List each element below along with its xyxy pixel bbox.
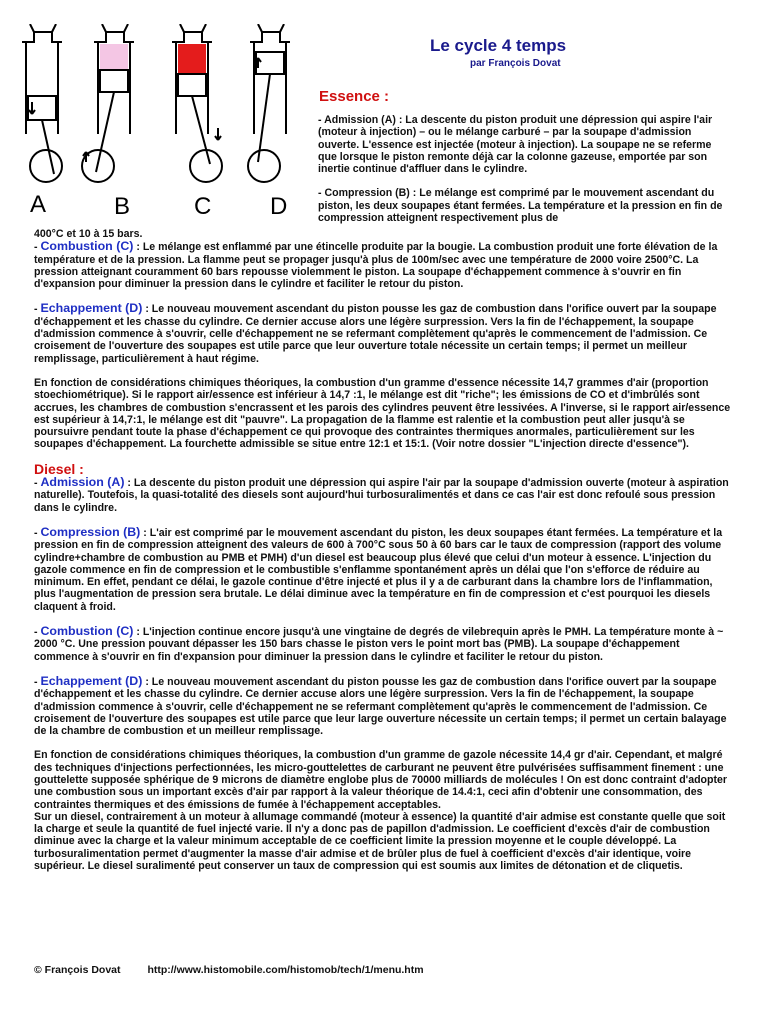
essence-heading: Essence : bbox=[319, 88, 390, 105]
diesel-combustion-term: Combustion (C) bbox=[40, 624, 134, 639]
essence-admission-paragraph: - Admission (A) : La descente du piston produit une dépression qui aspire l'air (moteur à injection) – ou le mélange carburé – par la soupape d'admission ouverte. L'essence est injectée (moteur à injection). La soupape ne se referme que lorsque le piston remonte déjà car la colonne gazeuse, emportée par son inertie continue d'affluer dans le cylindre. bbox=[318, 114, 713, 176]
combustion-fill bbox=[178, 44, 206, 74]
diesel-combustion-text: : L'injection continue encore jusqu'à une vingtaine de degrés de vilebrequin après le PMH. La température monte à ~ 2000 °C. Une pression pouvant dépasser les 150 bars chasse le piston vers le point mort bas (PMB). La soupape d'échappement commence à s'ouvrir en fin d'expansion pour diminuer la pression dans le cylindre et faciliter le retour du piston. bbox=[34, 626, 724, 663]
diesel-heading: Diesel : bbox=[34, 460, 84, 477]
copyright: © François Dovat bbox=[34, 964, 121, 976]
essence-compression-tail: 400°C et 10 à 15 bars. bbox=[34, 228, 143, 240]
page-title: Le cycle 4 temps bbox=[430, 36, 567, 55]
bullet: - bbox=[34, 626, 41, 639]
essence-combustion-paragraph bbox=[34, 240, 734, 290]
essence-body bbox=[34, 228, 734, 884]
source-url[interactable]: http://www.histomobile.com/histomob/tech/1/menu.htm bbox=[147, 964, 424, 976]
essence-chemistry-paragraph: En fonction de considérations chimiques théoriques, la combustion d'un gramme d'essence nécessite 14,7 grammes d'air (proportion stoechiométrique). Si le rapport air/essence est inférieur à 14,7 :1, le mélange est dit "riche"; les émissions de CO et d'imbrûlés sont accrues, les chambres de combustion s'encrassent et les parois des cylindres peuvent être lessivées. A l'inverse, si le rapport air/essence est supérieur à 14,7:1, le mélange est dit "pauvre". La propagation de la flamme est ralentie et la combustion peut aller jusqu'à se poursuivre pendant toute la phase d'échappement ce qui provoque des contraintes thermiques anormales, particulièrement sur les soupapes d'échappement. La fourchette admissible se situe entre 12:1 et 15:1. (Voir notre dossier "L'injection directe d'essence"). bbox=[34, 376, 731, 451]
footer bbox=[34, 964, 448, 976]
cylinder-d bbox=[248, 24, 290, 182]
diesel-compression-paragraph bbox=[34, 526, 734, 613]
diesel-echappement-paragraph bbox=[34, 675, 734, 737]
label-b: B bbox=[114, 193, 131, 220]
cylinder-b bbox=[82, 24, 134, 182]
diesel-admission-text: : La descente du piston produit une dépression qui aspire l'air par la soupape d'admission ouverte (moteur à aspiration naturelle). Toutefois, la quasi-totalité des diesels sont aujourd'hui turbosuralimentés et dans ce cas l'air est donc refoulé sous pression dans le cylindre. bbox=[34, 477, 729, 514]
essence-intro-column bbox=[318, 114, 730, 224]
essence-compression-paragraph: - Compression (B) : Le mélange est comprimé par le mouvement ascendant du piston, les deux soupapes étant fermées. La température et la pression en fin de compression atteignent respectivement plus de bbox=[318, 187, 723, 225]
diesel-load-paragraph: Sur un diesel, contrairement à un moteur à allumage commandé (moteur à essence) la quantité d'air admise est constante quelle que soit la charge et seule la quantité de fuel injecté varie. Il n'y a donc pas de papillon d'admission. Le coefficient d'excès d'air de combustion diminue avec la charge et la valeur minimum acceptable de ce coefficient limite la pression moyenne et le couple développé. La turbosuralimentation permet d'augmenter la masse d'air admise et de brûler plus de fuel à coefficient d'excès d'air identique, voire supérieur. Le diesel suralimenté peut conserver un taux de compression qui est soumis aux limites de détonation et de cliquetis. bbox=[34, 810, 726, 873]
diesel-echappement-term: Echappement (D) bbox=[40, 673, 143, 688]
bullet: - bbox=[34, 675, 41, 688]
essence-combustion-term: Combustion (C) bbox=[40, 239, 134, 254]
author-line: par François Dovat bbox=[470, 58, 561, 69]
essence-echappement-text: : Le nouveau mouvement ascendant du piston pousse les gaz de combustion dans l'orifice ouvert par la soupape d'échappement et les chasse du cylindre. Ce dernier accuse alors une légère surpression. Vers la fin de l'échappement, la soupape d'admission commence à s'ouvrir, celle d'échappement ne se refermant complètement qu'après le commencement de l'admission. Ce croisement de l'ouverture des soupapes est utile parce que leur ouverture totale nécessite un certain temps; il permet un meilleur remplissage, particulièrement à haut régime. bbox=[34, 303, 717, 365]
label-a: A bbox=[30, 191, 47, 218]
diesel-compression-text: : L'air est comprimé par le mouvement ascendant du piston, les deux soupapes étant fermées. La température et la pression en fin de compression atteignent des valeurs de 600 à 700°C sous 50 à 60 bars car le taux de compression (rapport des volume cylindre+chambre de combustion au PMB et PMH) d'un diesel est beaucoup plus élevé que celui d'un moteur à essence. L'injection du gazole commence en fin de compression et le combustible s'enflamme spontanément après un délai que l'on s'efforce de réduire au minimum. En effet, pendant ce délai, le gazole continue d'être injecté et plus il y a de carburant dans la chambre lors de l'inflammation, plus l'augmentation de pression sera brutale. Le délai diminue avec la température en fin de compression et c'est pourquoi les diesels claquent à froid. bbox=[34, 526, 723, 613]
label-d: D bbox=[270, 193, 288, 220]
label-c: C bbox=[194, 193, 212, 220]
bullet: - bbox=[34, 241, 41, 254]
essence-combustion-text: : Le mélange est enflammé par une étincelle produite par la bougie. La combustion produit une forte élévation de la température et de la pression. La flamme peut se propager jusqu'à plus de 100m/sec avec une température de 2000 voire 2500°C. La pression atteignant couramment 60 bars repousse violemment le piston. La soupape d'échappement commence à s'ouvrir en fin d'expansion pour diminuer la pression dans le cylindre et faciliter le retour du piston. bbox=[34, 241, 718, 291]
diesel-compression-term: Compression (B) bbox=[40, 524, 141, 539]
bullet: - bbox=[34, 526, 41, 539]
essence-echappement-paragraph bbox=[34, 302, 734, 364]
cylinder-a bbox=[22, 24, 62, 182]
bullet: - bbox=[34, 477, 41, 490]
diesel-combustion-paragraph bbox=[34, 625, 734, 663]
compressed-mixture bbox=[100, 44, 128, 70]
diesel-chemistry-paragraph: En fonction de considérations chimiques théoriques, la combustion d'un gramme de gazole nécessite 14,4 gr d'air. Cependant, et malgré des techniques d'injections perfectionnées, les micro-gouttelettes de carburant ne peuvent être pulvérisées suffisamment finement : une gouttelette supposée sphérique de 9 microns de diamètre englobe plus de 70000 milliards de molécules ! On est donc contraint d'adopter une combustion sous un important excès d'air par rapport à la valeur théorique de 14.4:1, ceci afin d'obtenir une consommation, des contraintes thermiques et des émissions de fumée à l'échappement acceptables. bbox=[34, 749, 728, 811]
diesel-admission-term: Admission (A) bbox=[40, 475, 125, 490]
bullet: - bbox=[34, 303, 41, 316]
essence-echappement-term: Echappement (D) bbox=[40, 301, 143, 316]
cylinder-c bbox=[172, 24, 222, 182]
diesel-echappement-text: : Le nouveau mouvement ascendant du piston pousse les gaz de combustion dans l'orifice ouvert par la soupape d'échappement et les chasse du cylindre. Ce dernier accuse alors une légère surpression. Vers la fin de l'échappement, la soupape d'admission commence à s'ouvrir, celle d'échappement ne se refermant complètement qu'après le commencement de l'admission. Ce croisement de l'ouverture des soupapes est utile parce que leur large ouverture nécessite un certain temps; il permet un certain balayage de la chambre de combustion et un meilleur remplissage. bbox=[34, 675, 727, 738]
diesel-admission-paragraph bbox=[34, 476, 734, 514]
four-stroke-diagram bbox=[14, 24, 314, 224]
